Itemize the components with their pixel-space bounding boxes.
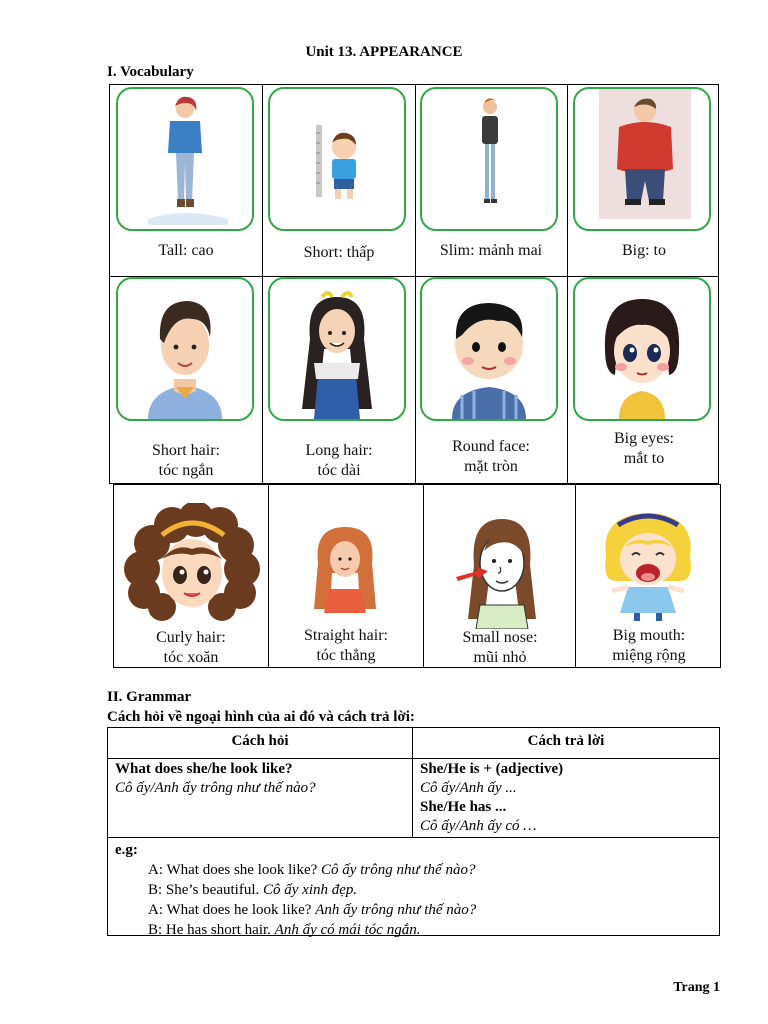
answer1-vi: Cô ấy/Anh ấy ... [420,780,517,796]
round-face-boy-illustration [420,277,558,421]
grammar-examples-cell [108,838,719,938]
grammar-table [107,727,720,936]
slim-man-illustration [420,87,558,231]
caption-big-mouth-en: Big mouth: [612,627,686,644]
grammar-subheading: Cách hỏi về ngoại hình của ai đó và cách trả lời: [107,709,415,725]
caption-long-hair [263,441,415,481]
caption-big-eyes-en: Big eyes: [614,430,674,447]
example-vi: Anh ấy có mái tóc ngắn. [274,922,421,938]
straight-hair-girl-illustration [300,523,390,613]
short-hair-boy-illustration [116,277,254,421]
answer2-vi: Cô ấy/Anh ấy có … [420,818,537,834]
small-nose-woman-illustration [436,505,564,629]
answer1-en: She/He is + (adjective) [420,761,564,777]
example-line [115,860,712,880]
example-vi: Cô ấy trông như thế nào? [321,862,476,878]
caption-short: Short: thấp [303,244,375,261]
big-man-illustration [573,87,711,231]
caption-curly-hair-vi: tóc xoăn [163,649,219,666]
caption-small-nose [424,628,576,668]
caption-round-face-en: Round face: [452,438,530,455]
caption-tall: Tall: cao [158,242,214,259]
caption-curly-hair-en: Curly hair: [156,629,226,646]
caption-big-eyes [568,429,720,469]
long-hair-girl-illustration [268,277,406,421]
caption-straight-hair-en: Straight hair: [304,627,388,644]
example-vi: Cô ấy xinh đẹp. [263,882,358,898]
example-vi: Anh ấy trông như thế nào? [315,902,477,918]
caption-small-nose-en: Small nose: [462,629,538,646]
example-line [115,920,712,940]
caption-big-mouth [576,626,722,666]
example-line [115,900,712,920]
caption-big-mouth-vi: miệng rộng [612,647,686,664]
caption-short-hair-en: Short hair: [152,442,220,459]
grammar-col-header-answer: Cách trả lời [413,728,719,759]
vocabulary-grid-top [109,84,719,484]
caption-slim: Slim: mảnh mai [439,242,543,259]
caption-long-hair-vi: tóc dài [317,462,361,479]
caption-round-face [415,437,567,477]
answer2-en: She/He has ... [420,799,507,815]
caption-long-hair-en: Long hair: [305,442,373,459]
caption-curly-hair [114,628,268,668]
examples-label: e.g: [115,842,138,858]
example-line [115,880,712,900]
caption-small-nose-vi: mũi nhỏ [473,649,527,666]
page-title: Unit 13. APPEARANCE [305,44,463,60]
vocabulary-grid-bottom [113,484,721,668]
curly-hair-girl-illustration [122,503,260,623]
section-vocabulary-heading: I. Vocabulary [107,64,194,80]
big-eyes-girl-illustration [573,277,711,421]
caption-round-face-vi: mặt tròn [464,458,518,475]
caption-big: Big: to [621,242,666,259]
caption-big-eyes-vi: mắt to [623,450,665,467]
caption-short-hair-vi: tóc ngắn [158,462,214,479]
example-en: A: What does she look like? [148,862,322,878]
big-mouth-girl-illustration [588,501,708,625]
example-en: B: He has short hair. [148,922,275,938]
caption-short-hair [110,441,262,481]
caption-straight-hair [269,626,423,666]
question-en: What does she/he look like? [115,761,293,777]
short-boy-illustration [268,87,406,231]
example-en: B: She’s beautiful. [148,882,263,898]
question-vi: Cô ấy/Anh ấy trông như thế nào? [115,780,316,796]
grammar-answer-cell [413,759,719,838]
grammar-question-cell [108,759,413,838]
tall-woman-illustration [116,87,254,231]
caption-straight-hair-vi: tóc thẳng [316,647,376,664]
section-grammar-heading: II. Grammar [107,689,192,705]
grammar-col-header-question: Cách hỏi [108,728,413,759]
example-en: A: What does he look like? [148,902,316,918]
page-number: Trang 1 [673,980,720,995]
